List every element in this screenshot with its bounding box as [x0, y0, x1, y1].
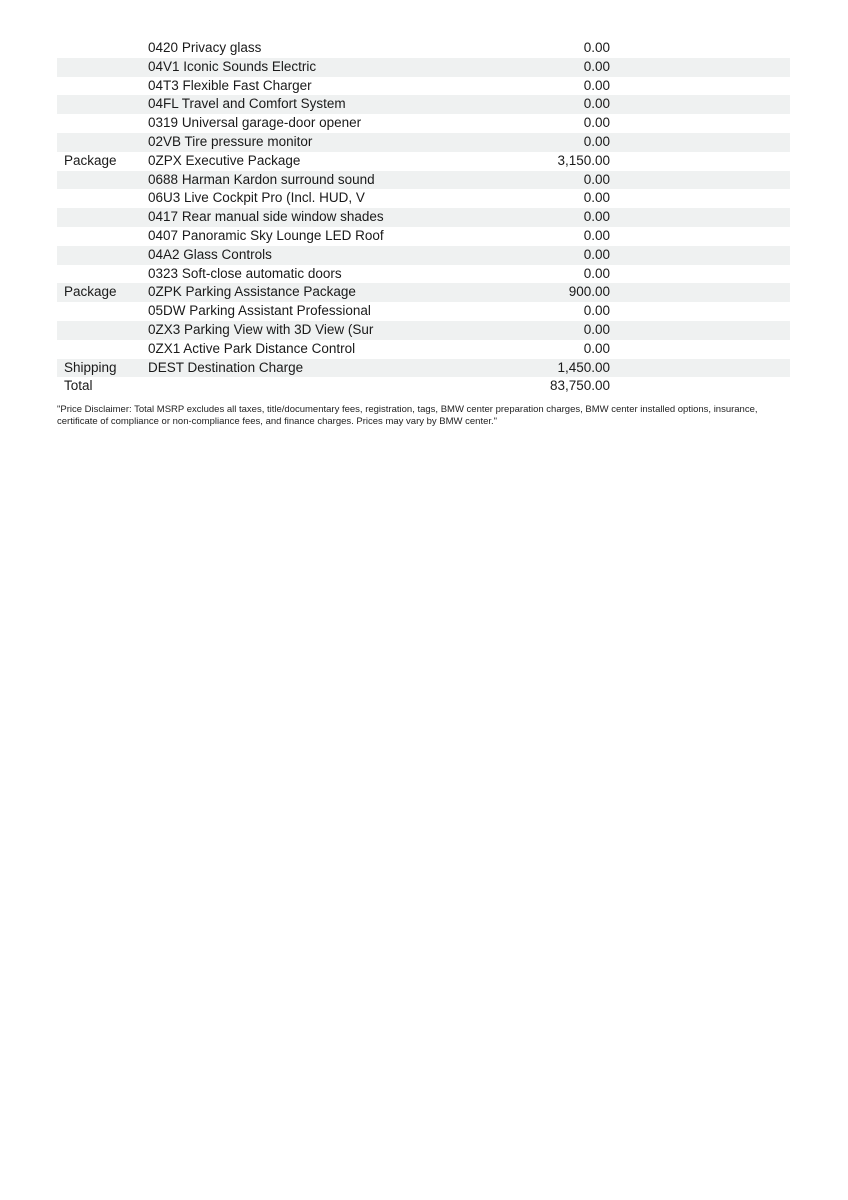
row-category-label	[57, 340, 148, 359]
option-name-cell	[148, 302, 470, 321]
row-category-label	[57, 133, 148, 152]
option-price: 0.00	[583, 227, 610, 243]
option-price: 0.00	[583, 40, 610, 55]
option-name-cell	[148, 208, 470, 227]
option-price: 0.00	[583, 265, 610, 281]
row-category-label	[57, 77, 148, 96]
row-category-label: Package	[64, 284, 117, 300]
table-row	[57, 189, 790, 208]
option-price: 0.00	[583, 115, 610, 131]
row-filler	[610, 359, 790, 378]
option-code: 0417	[148, 209, 179, 225]
row-category-label	[57, 171, 148, 190]
row-category-label	[57, 39, 148, 58]
option-code: 0323	[148, 265, 179, 281]
row-filler	[610, 321, 790, 340]
option-code: 04T3	[148, 77, 179, 93]
row-filler	[610, 302, 790, 321]
option-description: Iconic Sounds Electric	[183, 58, 317, 74]
option-name-cell	[148, 321, 470, 340]
option-description: Travel and Comfort System	[181, 96, 346, 112]
option-name-cell	[148, 377, 470, 396]
option-description: Executive Package	[185, 152, 301, 168]
table-row	[57, 133, 790, 152]
option-price: 0.00	[583, 321, 610, 337]
option-name-cell	[148, 77, 470, 96]
option-price: 1,450.00	[557, 359, 610, 375]
option-description: Privacy glass	[181, 40, 262, 55]
option-price: 0.00	[583, 77, 610, 93]
row-category-label	[57, 302, 148, 321]
option-price: 900.00	[568, 284, 610, 300]
option-description: Tire pressure monitor	[184, 133, 313, 149]
option-name-cell	[148, 359, 470, 378]
option-code: 04FL	[148, 96, 179, 112]
option-code: DEST	[148, 359, 184, 375]
option-code: 0ZX1	[148, 340, 181, 356]
option-code: 04V1	[148, 58, 180, 74]
table-row	[57, 208, 790, 227]
option-description: Universal garage-door opener	[181, 115, 362, 131]
option-code: 0688	[148, 171, 179, 187]
option-description: Rear manual side window shades	[181, 209, 384, 225]
row-filler	[610, 58, 790, 77]
table-row	[57, 77, 790, 96]
option-code: 0319	[148, 115, 179, 131]
option-description: Live Cockpit Pro (Incl. HUD, V	[184, 190, 365, 206]
option-description: Parking View with 3D View (Sur	[184, 321, 374, 337]
table-row	[57, 377, 790, 396]
row-filler	[610, 133, 790, 152]
option-name-cell	[148, 152, 470, 171]
option-code: 04A2	[148, 246, 180, 262]
option-price: 0.00	[583, 171, 610, 187]
row-category-label: Package	[64, 152, 117, 168]
row-filler	[610, 246, 790, 265]
option-price: 0.00	[583, 246, 610, 262]
option-price: 83,750.00	[549, 378, 610, 394]
option-price: 0.00	[583, 96, 610, 112]
option-description: Soft-close automatic doors	[181, 265, 342, 281]
row-filler	[610, 95, 790, 114]
table-row	[57, 95, 790, 114]
option-name-cell	[148, 246, 470, 265]
vehicle-options-table	[57, 39, 790, 396]
option-name-cell	[148, 340, 470, 359]
row-category-label	[57, 246, 148, 265]
row-category-label	[57, 208, 148, 227]
table-row	[57, 359, 790, 378]
table-row	[57, 114, 790, 133]
option-name-cell	[148, 39, 470, 58]
option-code: 05DW	[148, 303, 186, 319]
row-category-label	[57, 58, 148, 77]
table-row	[57, 340, 790, 359]
row-category-label	[57, 227, 148, 246]
option-price: 0.00	[583, 133, 610, 149]
row-filler	[610, 227, 790, 246]
row-filler	[610, 114, 790, 133]
option-code: 0407	[148, 227, 179, 243]
option-description: Destination Charge	[187, 359, 304, 375]
option-description: Parking Assistant Professional	[189, 303, 371, 319]
option-code: 06U3	[148, 190, 181, 206]
table-row	[57, 321, 790, 340]
option-name-cell	[148, 265, 470, 284]
row-filler	[610, 208, 790, 227]
option-price: 3,150.00	[557, 152, 610, 168]
option-description: Glass Controls	[183, 246, 272, 262]
row-filler	[610, 39, 790, 58]
table-row	[57, 171, 790, 190]
row-category-label: Total	[64, 378, 93, 394]
option-code: 0420	[148, 40, 179, 55]
row-category-label	[57, 95, 148, 114]
option-description: Panoramic Sky Lounge LED Roof	[181, 227, 384, 243]
row-category-label: Shipping	[64, 359, 117, 375]
option-price: 0.00	[583, 303, 610, 319]
row-category-label	[57, 189, 148, 208]
option-name-cell	[148, 95, 470, 114]
option-description: Parking Assistance Package	[185, 284, 356, 300]
table-row	[57, 283, 790, 302]
row-category-label	[57, 321, 148, 340]
option-name-cell	[148, 283, 470, 302]
option-name-cell	[148, 58, 470, 77]
option-description: Harman Kardon surround sound	[181, 171, 375, 187]
option-price: 0.00	[583, 340, 610, 356]
option-code: 0ZX3	[148, 321, 181, 337]
row-filler	[610, 283, 790, 302]
option-description: Active Park Distance Control	[183, 340, 356, 356]
row-category-label	[57, 265, 148, 284]
option-code: 02VB	[148, 133, 182, 149]
option-name-cell	[148, 114, 470, 133]
row-filler	[610, 340, 790, 359]
table-row	[57, 152, 790, 171]
row-filler	[610, 377, 790, 396]
table-row	[57, 39, 790, 58]
option-name-cell	[148, 171, 470, 190]
price-disclaimer: "Price Disclaimer: Total MSRP excludes all taxes, title/documentary fees, registration, tags, BMW center preparation charges, BMW center installed options, insurance, certificate of compliance or non-compliance fees, and finance charges. Prices may vary by BMW center."	[57, 404, 758, 427]
option-name-cell	[148, 189, 470, 208]
option-name-cell	[148, 133, 470, 152]
row-filler	[610, 171, 790, 190]
table-row	[57, 302, 790, 321]
table-row	[57, 58, 790, 77]
row-filler	[610, 77, 790, 96]
row-filler	[610, 265, 790, 284]
option-price: 0.00	[583, 190, 610, 206]
table-row	[57, 246, 790, 265]
row-filler	[610, 189, 790, 208]
option-code: 0ZPX	[148, 152, 182, 168]
table-row	[57, 265, 790, 284]
option-name-cell	[148, 227, 470, 246]
table-row	[57, 227, 790, 246]
option-description: Flexible Fast Charger	[182, 77, 312, 93]
row-category-label	[57, 114, 148, 133]
row-filler	[610, 152, 790, 171]
option-price: 0.00	[583, 58, 610, 74]
option-price: 0.00	[583, 209, 610, 225]
option-code: 0ZPK	[148, 284, 182, 300]
